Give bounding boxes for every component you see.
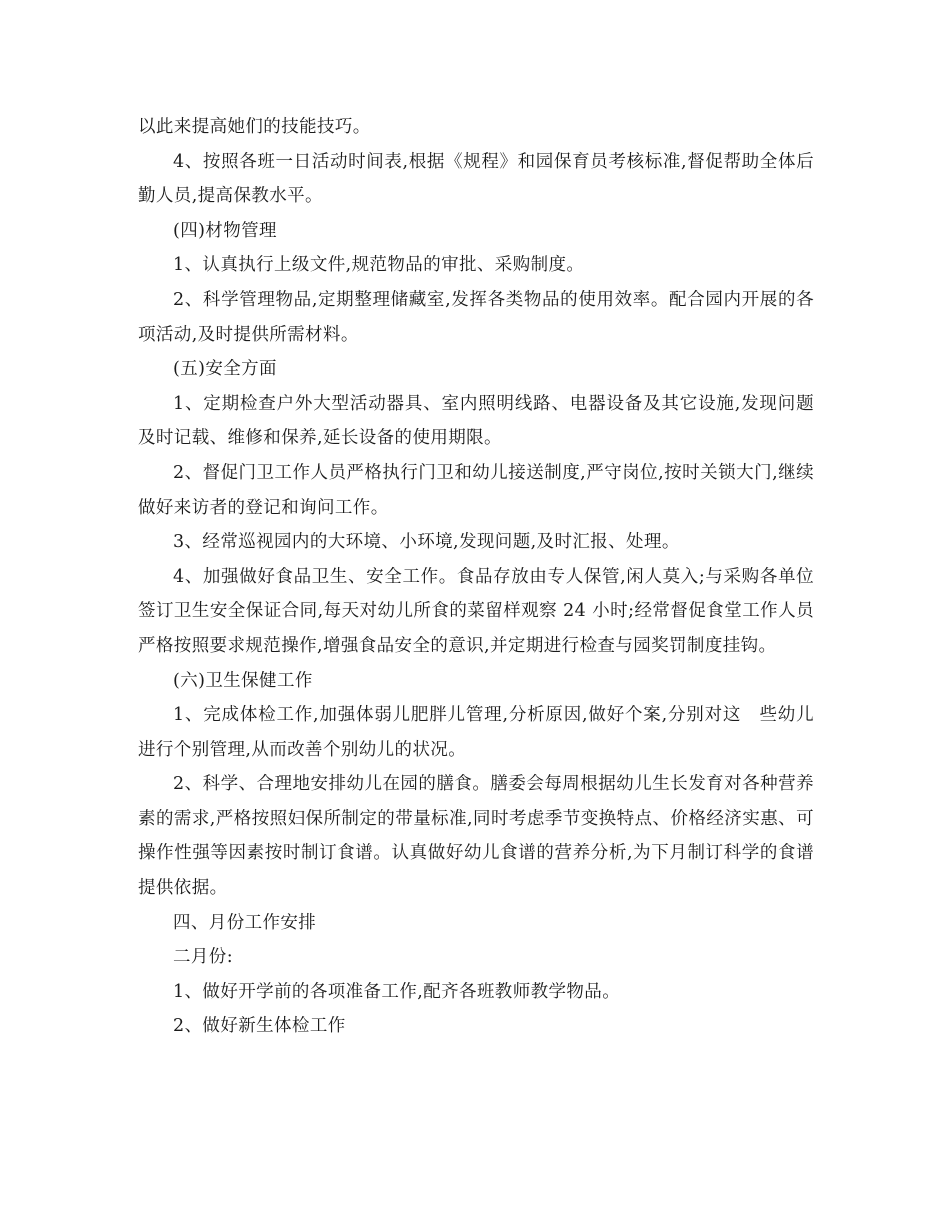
paragraph-5: 2、科学管理物品,定期整理储藏室,发挥各类物品的使用效率。配合园内开展的各项活动,及时提供所需材料。 bbox=[138, 289, 814, 345]
paragraph-8: 2、督促门卫工作人员严格执行门卫和幼儿接送制度,严守岗位,按时关锁大门,继续做好来访者的登记和询问工作。 bbox=[138, 462, 814, 518]
paragraph-1: 以此来提高她们的技能技巧。 bbox=[138, 117, 371, 137]
paragraph-4: 1、认真执行上级文件,规范物品的审批、采购制度。 bbox=[173, 255, 585, 276]
section-heading-monthly-plan: 四、月份工作安排 bbox=[173, 912, 317, 933]
month-heading-february: 二月份: bbox=[173, 947, 233, 968]
paragraph-17: 2、做好新生体检工作 bbox=[173, 1016, 346, 1037]
paragraph-9: 3、经常巡视园内的大环境、小环境,发现问题,及时汇报、处理。 bbox=[173, 532, 680, 553]
section-heading-health: (六)卫生保健工作 bbox=[173, 670, 313, 691]
paragraph-7: 1、定期检查户外大型活动器具、室内照明线路、电器设备及其它设施,发现问题及时记载、维修和保养,延长设备的使用期限。 bbox=[138, 393, 814, 449]
section-heading-materials: (四)材物管理 bbox=[173, 220, 277, 241]
section-heading-safety: (五)安全方面 bbox=[173, 359, 277, 380]
paragraph-13: 2、科学、合理地安排幼儿在园的膳食。膳委会每周根据幼儿生长发育对各种营养素的需求,严格按照妇保所制定的带量标准,同时考虑季节变换特点、价格经济实惠、可操作性强等因素按时制订食谱。认真做好幼儿食谱的营养分析,为下月制订科学的食谱提供依据。 bbox=[138, 774, 814, 899]
paragraph-12: 1、完成体检工作,加强体弱儿肥胖儿管理,分析原因,做好个案,分别对这 些幼儿进行个别管理,从而改善个别幼儿的状况。 bbox=[138, 705, 814, 760]
document-body bbox=[138, 110, 814, 1044]
paragraph-10: 4、加强做好食品卫生、安全工作。食品存放由专人保管,闲人莫入;与采购各单位签订卫生安全保证合同,每天对幼儿所食的菜留样观察 24 小时;经常督促食堂工作人员严格按照要求规范操作,增强食品安全的意识,并定期进行检查与园奖罚制度挂钩。 bbox=[138, 566, 814, 656]
paragraph-16: 1、做好开学前的各项准备工作,配齐各班教师教学物品。 bbox=[173, 981, 621, 1002]
paragraph-2: 4、按照各班一日活动时间表,根据《规程》和园保育员考核标准,督促帮助全体后勤人员,提高保教水平。 bbox=[138, 151, 814, 207]
